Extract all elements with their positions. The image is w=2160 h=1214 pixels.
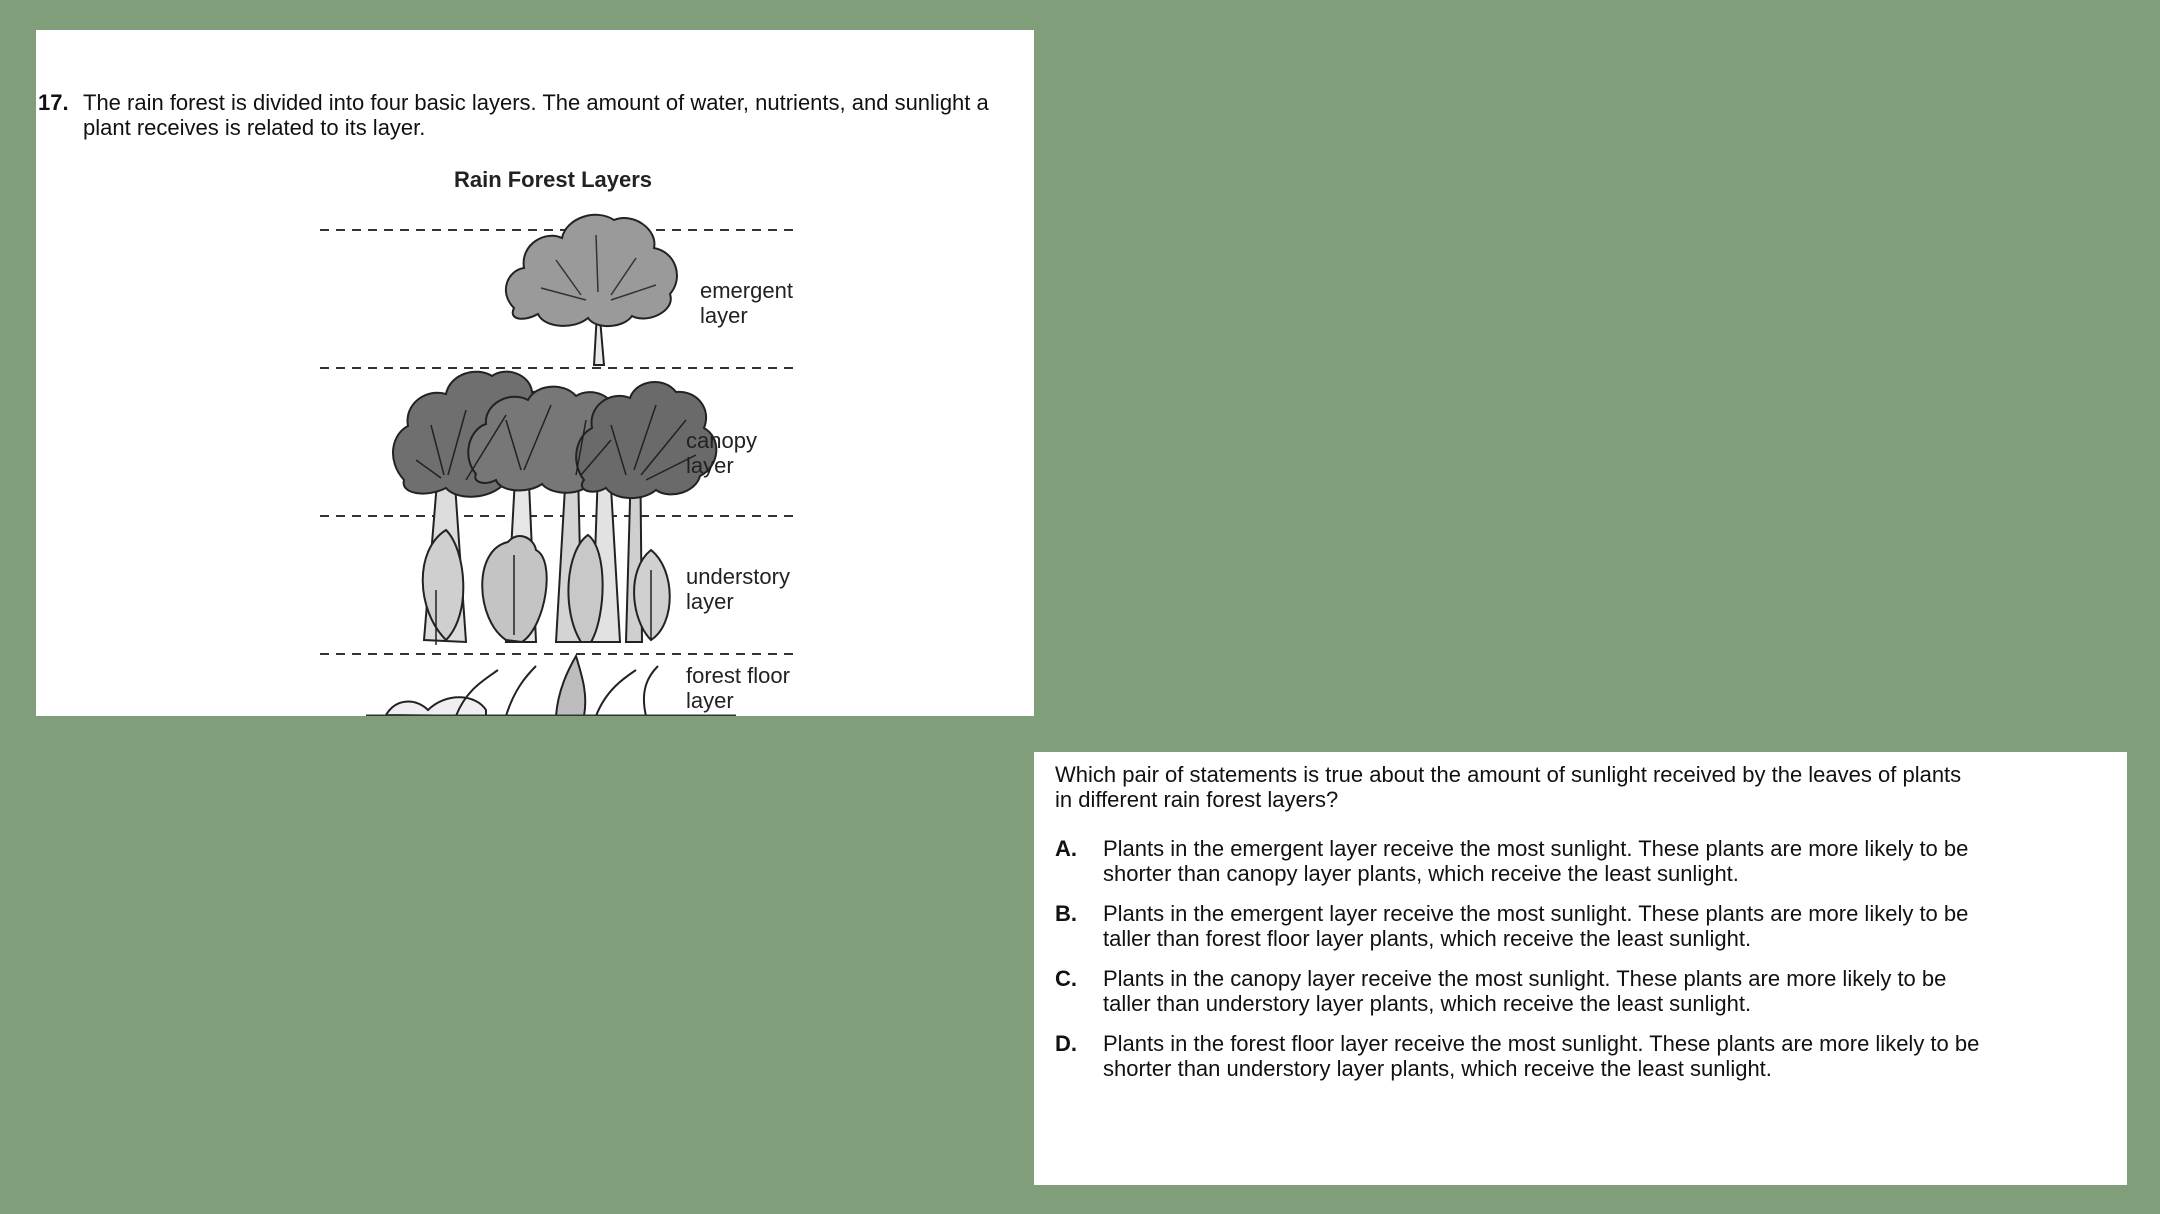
choice-line-2: shorter than canopy layer plants, which receive the least sunlight. xyxy=(1103,861,1739,886)
diagram-title: Rain Forest Layers xyxy=(453,167,653,192)
choice-text xyxy=(1103,1031,1979,1081)
choice-line-2: shorter than understory layer plants, which receive the least sunlight. xyxy=(1103,1056,1772,1081)
label-emergent-line-1: emergent xyxy=(700,278,793,303)
prompt-line-2: in different rain forest layers? xyxy=(1055,787,1339,812)
question-panel xyxy=(36,30,1034,716)
label-floor-line-1: forest floor xyxy=(686,663,790,688)
choice-text xyxy=(1103,966,1946,1016)
rain-forest-diagram xyxy=(36,30,1034,716)
choice-line-1: Plants in the forest floor layer receive the most sunlight. These plants are more likely to be xyxy=(1103,1031,1980,1056)
question-prompt xyxy=(1055,762,1961,812)
label-emergent-line-2: layer xyxy=(700,303,748,328)
label-floor-line-2: layer xyxy=(686,688,734,713)
prompt-line-1: Which pair of statements is true about the amount of sunlight received by the leaves of plants xyxy=(1055,762,1962,787)
question-intro-line-1: The rain forest is divided into four basic layers. The amount of water, nutrients, and sunlight a xyxy=(83,90,989,115)
answer-panel xyxy=(1034,752,2127,1185)
choice-letter: A. xyxy=(1055,836,1077,861)
choice-text xyxy=(1103,836,1968,886)
choice-letter: C. xyxy=(1055,966,1077,991)
choice-line-2: taller than understory layer plants, which receive the least sunlight. xyxy=(1103,991,1752,1016)
label-canopy-line-2: layer xyxy=(686,453,734,478)
choice-line-1: Plants in the emergent layer receive the most sunlight. These plants are more likely to be xyxy=(1103,901,1969,926)
choice-letter: B. xyxy=(1055,901,1077,926)
choice-line-1: Plants in the canopy layer receive the most sunlight. These plants are more likely to be xyxy=(1103,966,1947,991)
label-canopy-line-1: canopy xyxy=(686,428,757,453)
choice-line-1: Plants in the emergent layer receive the most sunlight. These plants are more likely to be xyxy=(1103,836,1969,861)
label-understory-line-1: understory xyxy=(686,564,790,589)
forest-illustration xyxy=(366,215,736,716)
question-intro-line-2: plant receives is related to its layer. xyxy=(83,115,426,140)
choice-letter: D. xyxy=(1055,1031,1077,1056)
label-understory-line-2: layer xyxy=(686,589,734,614)
emergent-tree-crown xyxy=(506,215,677,326)
choice-text xyxy=(1103,901,1968,951)
choice-line-2: taller than forest floor layer plants, which receive the least sunlight. xyxy=(1103,926,1752,951)
layer-labels xyxy=(686,278,793,713)
question-number: 17. xyxy=(38,90,69,115)
